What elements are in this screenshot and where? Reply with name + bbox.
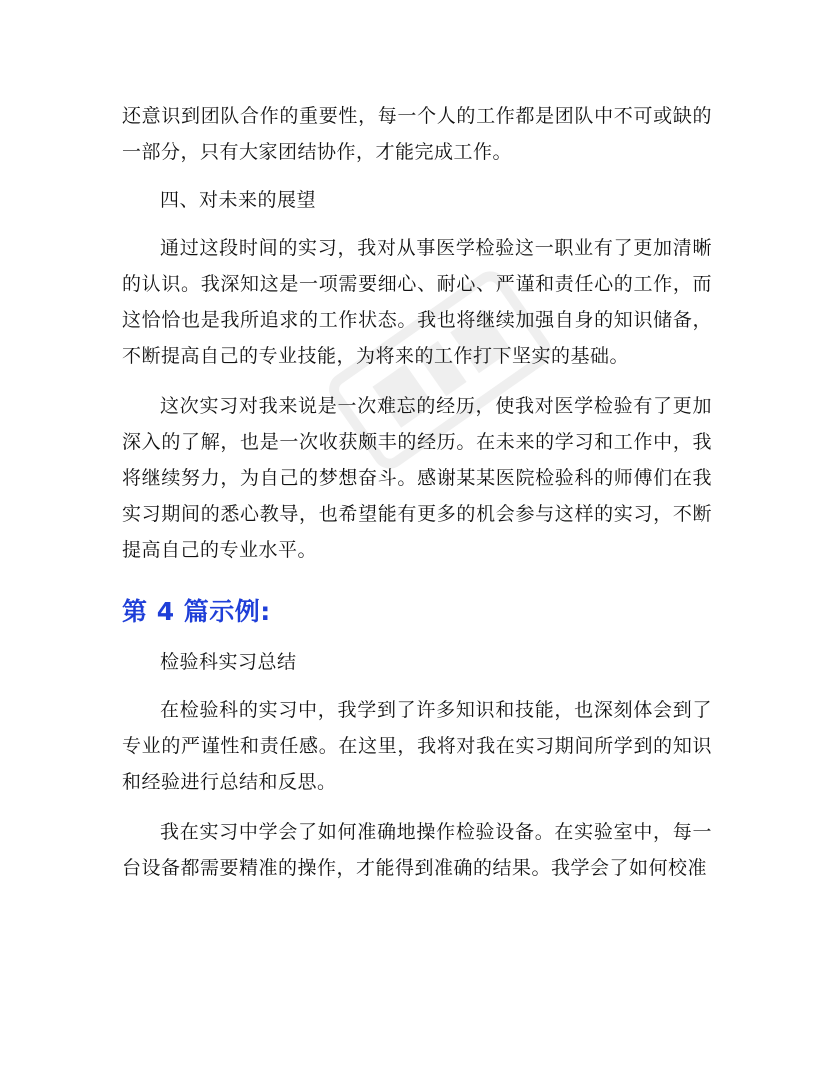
section-heading: 第 4 篇示例: bbox=[122, 597, 271, 626]
paragraph-lab-learning: 在检验科的实习中，我学到了许多知识和技能，也深刻体会到了专业的严谨性和责任感。在这里，我将对我在实习期间所学到的知识和经验进行总结和反思。 bbox=[122, 699, 712, 793]
article-title: 检验科实习总结 bbox=[160, 651, 297, 673]
paragraph-internship-reflection: 这次实习对我来说是一次难忘的经历，使我对医学检验有了更加深入的了解，也是一次收获颇丰的经历。在未来的学习和工作中，我将继续努力，为自己的梦想奋斗。感谢某某医院检验科的师傅们在我实习期间的悉心教导，也希望能有更多的机会参与这样的实习，不断提高自己的专业水平。 bbox=[122, 395, 712, 561]
paragraph-teamwork: 还意识到团队合作的重要性，每一个人的工作都是团队中不可或缺的一部分，只有大家团结协作，才能完成工作。 bbox=[122, 105, 712, 163]
paragraph-equipment-operation: 我在实习中学会了如何准确地操作检验设备。在实验室中，每一台设备都需要精准的操作，才能得到准确的结果。我学会了如何校准 bbox=[122, 821, 712, 879]
subheading-future-outlook: 四、对未来的展望 bbox=[160, 189, 317, 211]
paragraph-career-understanding: 通过这段时间的实习，我对从事医学检验这一职业有了更加清晰的认识。我深知这是一项需要细心、耐心、严谨和责任心的工作，而这恰恰也是我所追求的工作状态。我也将继续加强自身的知识储备，不断提高自己的专业技能，为将来的工作打下坚实的基础。 bbox=[122, 237, 712, 367]
document-body bbox=[122, 98, 712, 886]
